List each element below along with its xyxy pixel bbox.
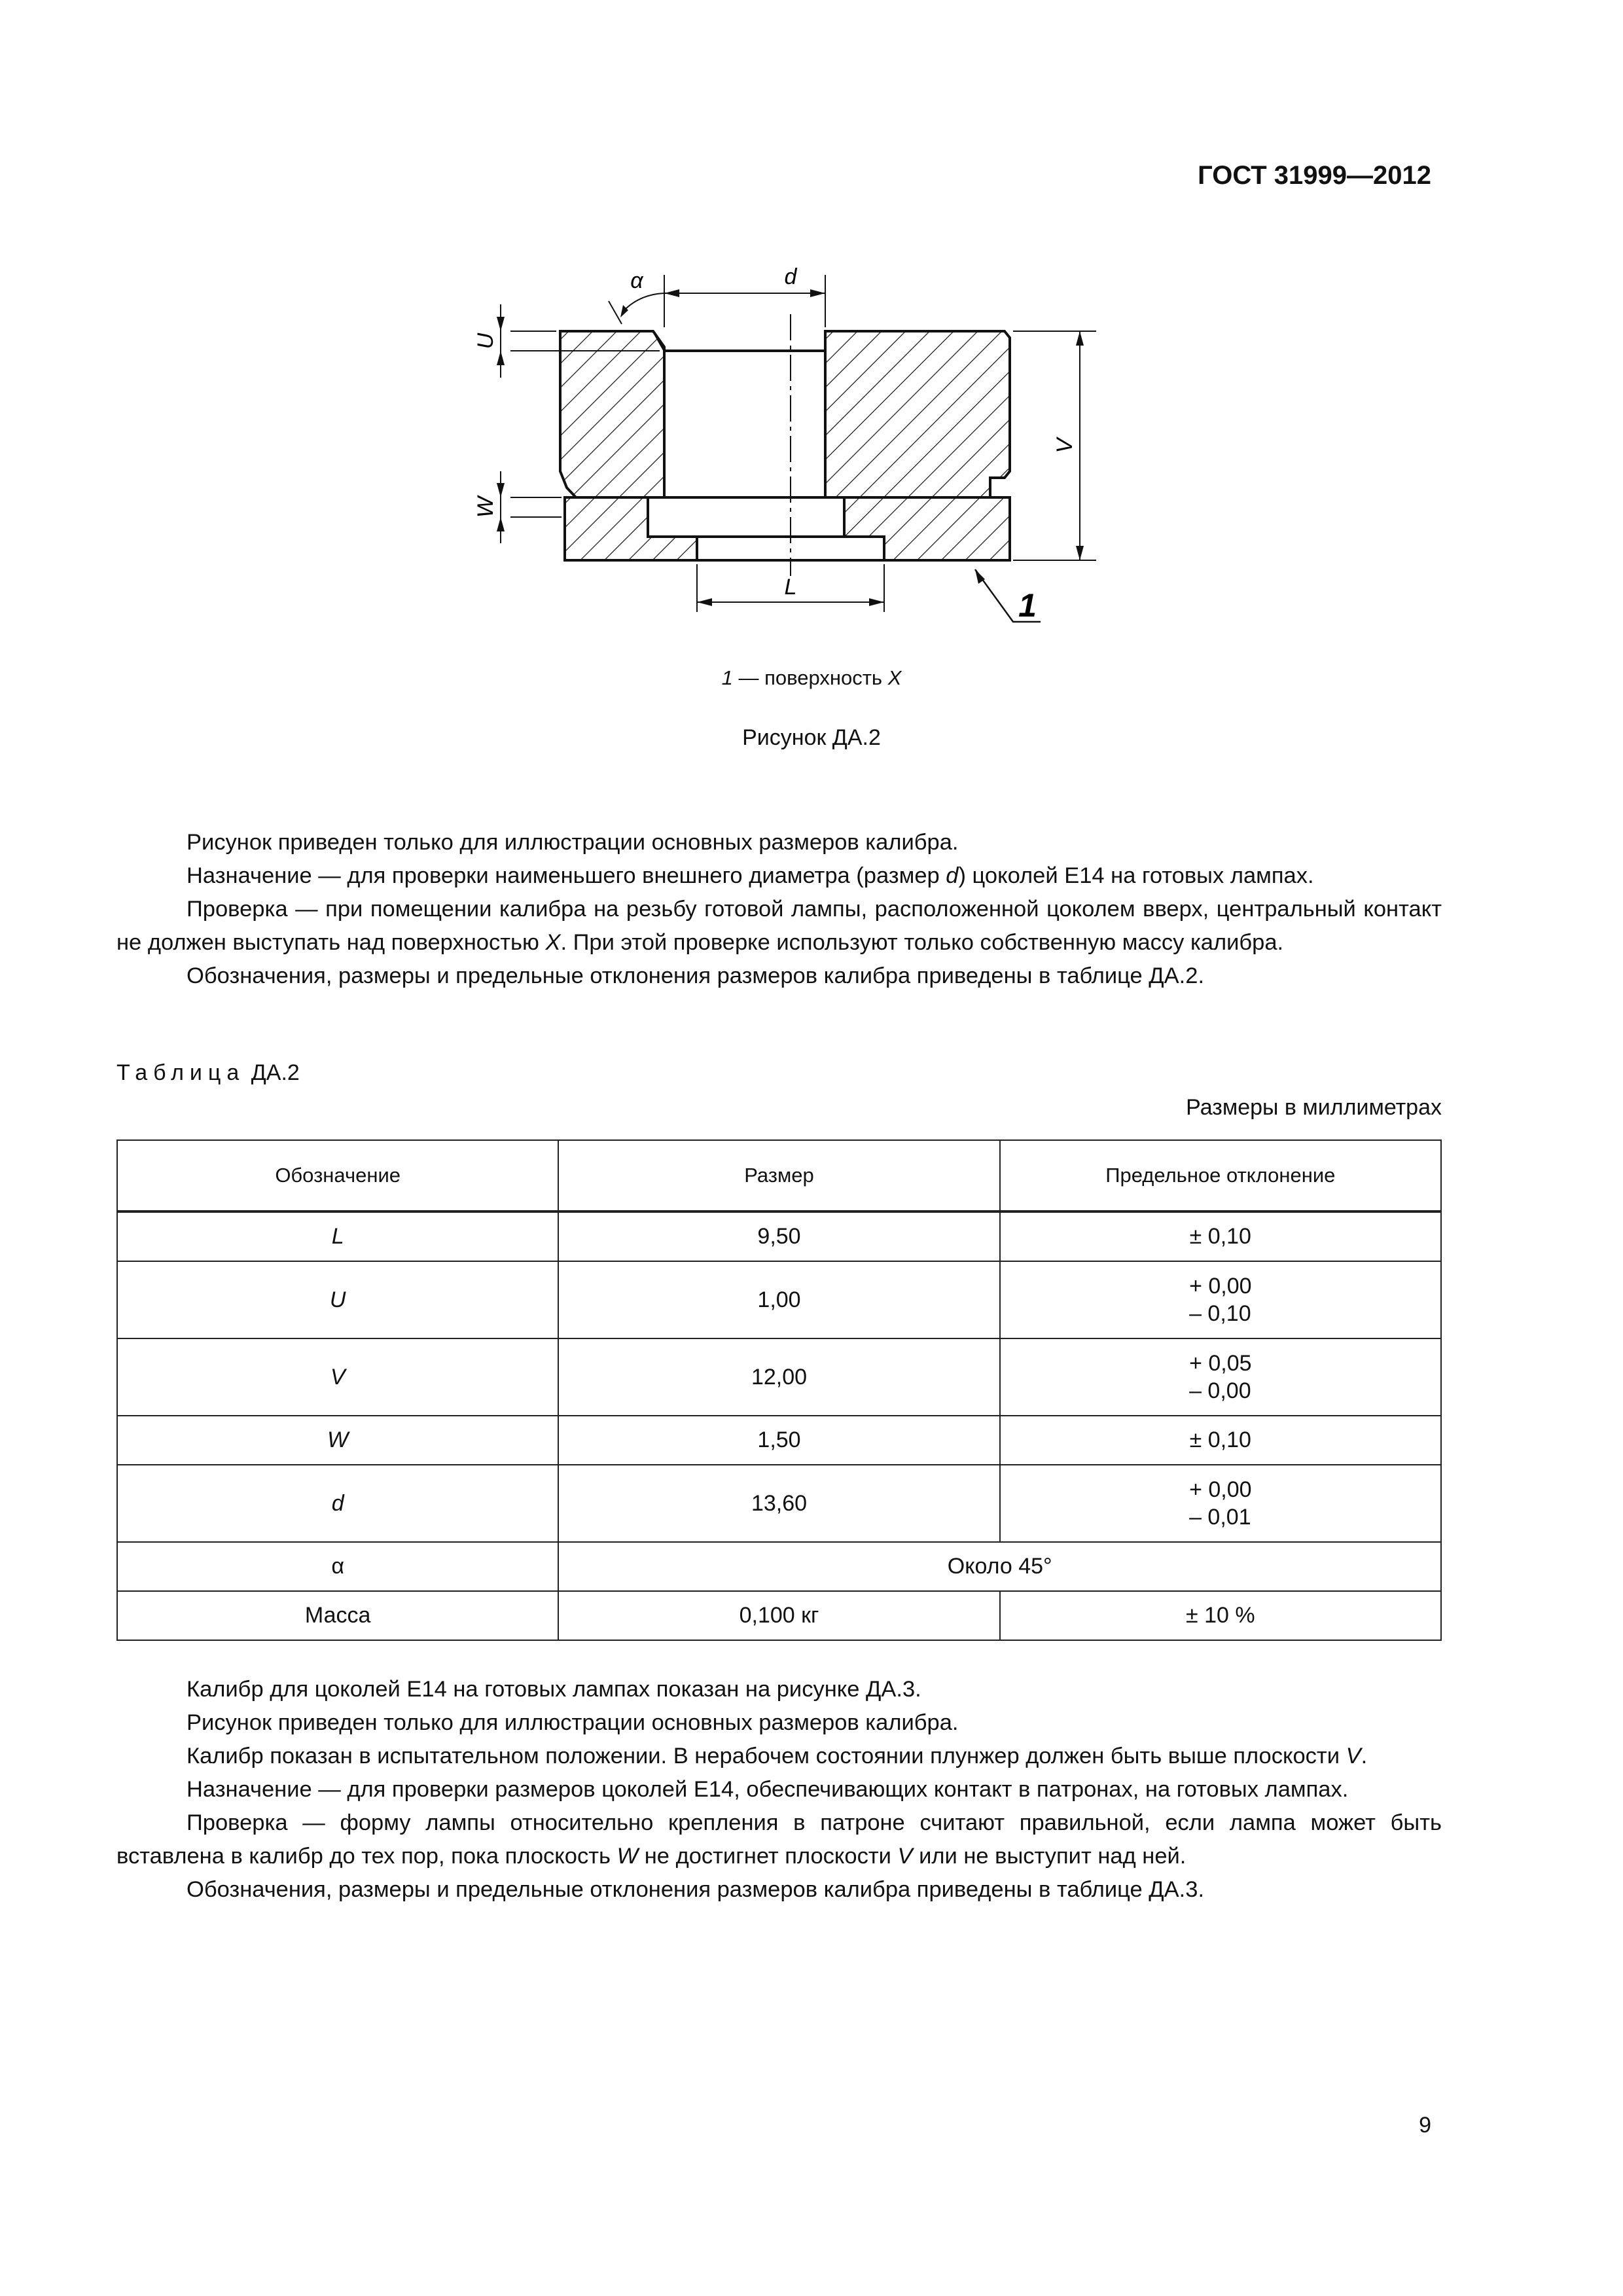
paragraph: Калибр показан в испытательном положении. В нерабочем состоянии плунжер должен быть выше плоскости V. bbox=[187, 1744, 1368, 1768]
cell-tolerance: ± 0,10 bbox=[1000, 1416, 1441, 1465]
cell-tolerance: + 0,05 – 0,00 bbox=[1000, 1338, 1441, 1416]
cell-merged: Около 45° bbox=[558, 1542, 1441, 1591]
table-row bbox=[117, 1591, 1441, 1640]
label-W: W bbox=[473, 496, 498, 518]
table-row bbox=[117, 1211, 1441, 1261]
cell-symbol: α bbox=[117, 1542, 558, 1591]
cell-size: 1,00 bbox=[558, 1261, 999, 1338]
label-L: L bbox=[784, 575, 797, 600]
paragraph: Калибр для цоколей E14 на готовых лампах показан на рисунке ДА.3. bbox=[187, 1677, 921, 1702]
cell-symbol: V bbox=[117, 1338, 558, 1416]
bore bbox=[664, 351, 825, 497]
page-number: 9 bbox=[1419, 2113, 1431, 2138]
cell-tolerance: + 0,00 – 0,10 bbox=[1000, 1261, 1441, 1338]
figure-caption: Рисунок ДА.2 bbox=[742, 725, 881, 750]
label-d: d bbox=[784, 264, 797, 289]
label-V: V bbox=[1052, 438, 1077, 454]
text-after-table bbox=[116, 1673, 1442, 1907]
cell-symbol: U bbox=[117, 1261, 558, 1338]
cell-symbol: W bbox=[117, 1416, 558, 1465]
table-row bbox=[117, 1416, 1441, 1465]
column-header: Предельное отклонение bbox=[1000, 1140, 1441, 1211]
column-header: Обозначение bbox=[117, 1140, 558, 1211]
gauge-cross-section-svg bbox=[452, 255, 1106, 648]
right-upper-block bbox=[825, 331, 1010, 497]
table-row bbox=[117, 1542, 1441, 1591]
cell-size: 1,50 bbox=[558, 1416, 999, 1465]
figure-gauge-drawing bbox=[452, 255, 1106, 648]
dimensions-table bbox=[116, 1139, 1442, 1641]
paragraph: Обозначения, размеры и предельные отклонения размеров калибра приведены в таблице ДА.3. bbox=[187, 1877, 1205, 1902]
document-id: ГОСТ 31999—2012 bbox=[1198, 161, 1431, 190]
paragraph: Рисунок приведен только для иллюстрации основных размеров калибра. bbox=[187, 1710, 959, 1735]
table-row bbox=[117, 1338, 1441, 1416]
cell-symbol: Масса bbox=[117, 1591, 558, 1640]
label-U: U bbox=[473, 332, 498, 350]
paragraph: Назначение — для проверки наименьшего внешнего диаметра (размер d) цоколей E14 на готовых лампах. bbox=[187, 863, 1314, 888]
column-header: Размер bbox=[558, 1140, 999, 1211]
cell-size: 0,100 кг bbox=[558, 1591, 999, 1640]
paragraph: Проверка — форму лампы относительно крепления в патроне считают правильной, если лампа может быть вставлена в калибр до тех пор, пока плоскость W не достигнет плоскости V или не выступит над ней. bbox=[116, 1810, 1442, 1869]
bottom-recess bbox=[648, 497, 844, 537]
paragraph: Проверка — при помещении калибра на резьбу готовой лампы, расположенной цоколем вверх, центральный контакт не должен выступать над поверхностью X. При этой проверке используют только собственную массу калибра. bbox=[116, 897, 1442, 955]
table-caption: Таблица ДА.2 bbox=[116, 1060, 300, 1085]
cell-tolerance: + 0,00 – 0,01 bbox=[1000, 1465, 1441, 1542]
cell-symbol: d bbox=[117, 1465, 558, 1542]
table-header-row bbox=[117, 1140, 1441, 1211]
paragraph: Назначение — для проверки размеров цоколей E14, обеспечивающих контакт в патронах, на готовых лампах. bbox=[187, 1777, 1349, 1802]
cell-tolerance: ± 0,10 bbox=[1000, 1211, 1441, 1261]
cell-size: 13,60 bbox=[558, 1465, 999, 1542]
left-upper-block bbox=[560, 331, 664, 497]
paragraph: Обозначения, размеры и предельные отклонения размеров калибра приведены в таблице ДА.2. bbox=[187, 963, 1205, 988]
table-row bbox=[117, 1261, 1441, 1338]
table-row bbox=[117, 1465, 1441, 1542]
cell-symbol: L bbox=[117, 1211, 558, 1261]
table-units: Размеры в миллиметрах bbox=[1186, 1095, 1442, 1120]
text-before-table bbox=[116, 826, 1442, 993]
cell-tolerance: ± 10 % bbox=[1000, 1591, 1441, 1640]
cell-size: 9,50 bbox=[558, 1211, 999, 1261]
paragraph: Рисунок приведен только для иллюстрации основных размеров калибра. bbox=[187, 830, 959, 855]
callout-1: 1 bbox=[1018, 587, 1037, 624]
label-alpha: α bbox=[630, 268, 643, 293]
cell-size: 12,00 bbox=[558, 1338, 999, 1416]
figure-legend: 1 — поверхность X bbox=[721, 666, 902, 689]
